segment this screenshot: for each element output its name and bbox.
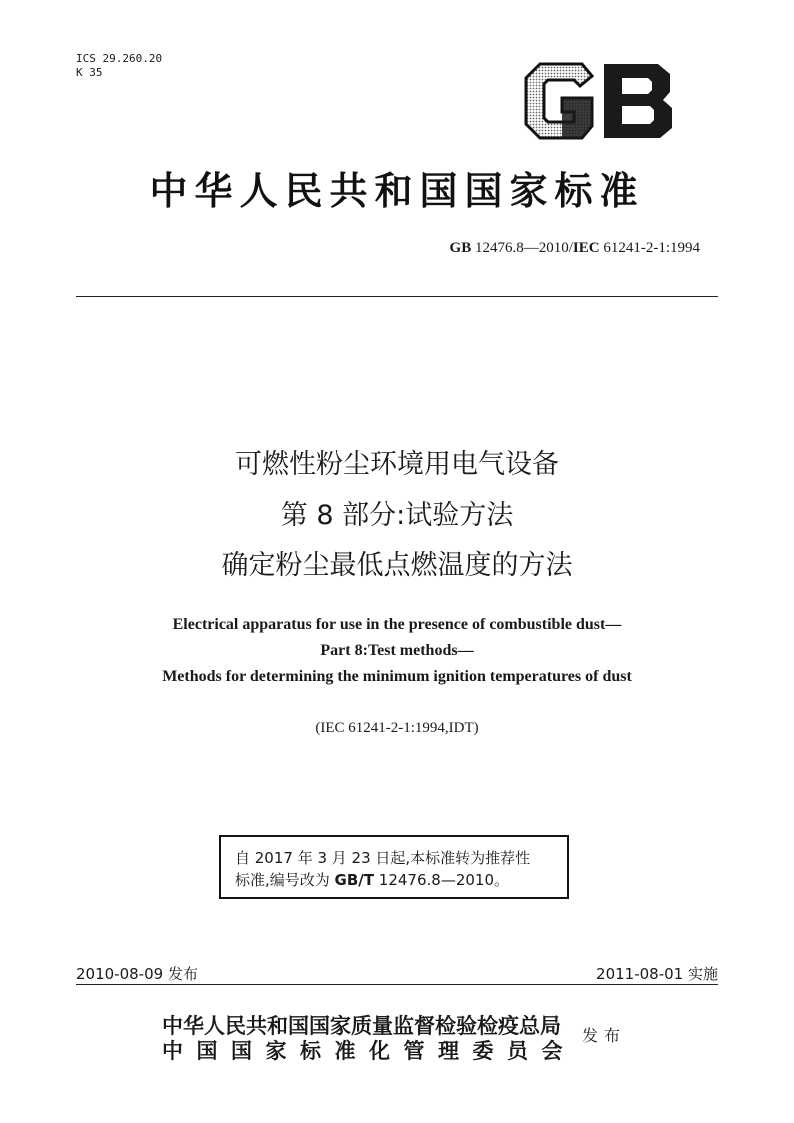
cn-title-line-1: 可燃性粉尘环境用电气设备 [235,449,559,480]
code-number: 12476.8—2010/ [474,240,573,256]
standard-code [450,240,700,257]
ics-code: ICS 29.260.20 [76,52,163,65]
issuer-aqsiq: 中华人民共和国国家质量监督检验检疫总局 [162,1013,561,1038]
status-notice-box [219,835,569,899]
ccs-code: K 35 [76,66,103,79]
notice-line-2-code: GB/T [334,871,375,889]
footer-divider [76,984,718,985]
notice-line-2-suffix: 12476.8—2010。 [374,871,509,889]
code-iec-prefix: IEC [572,240,600,256]
issue-date: 2010-08-09 发布 [76,965,198,983]
publish-label: 发布 [582,1026,627,1045]
en-title-line-1: Electrical apparatus for use in the presence of combustible dust— [172,616,622,633]
en-title-line-2: Part 8:Test methods— [320,642,474,659]
code-prefix: GB [449,240,472,256]
iec-equivalence: (IEC 61241-2-1:1994,IDT) [315,720,479,736]
cn-title-line-3: 确定粉尘最低点燃温度的方法 [221,550,573,581]
national-standard-title: 中华人民共和国国家标准 [149,168,645,213]
code-iec-number: 61241-2-1:1994 [603,240,700,256]
gb-logo [520,60,678,142]
notice-line-1: 自 2017 年 3 月 23 日起,本标准转为推荐性 [235,849,531,867]
notice-line-2 [235,869,553,891]
classification-codes [76,52,162,80]
notice-line-2-prefix: 标准,编号改为 [235,871,335,889]
header-divider [76,296,718,297]
issuer-sac: 中国国家标准化管理委员会 [162,1038,576,1063]
en-title-line-3: Methods for determining the minimum ignition temperatures of dust [162,668,632,685]
cn-title-line-2: 第 8 部分:试验方法 [280,500,514,531]
implementation-date: 2011-08-01 实施 [596,965,718,983]
